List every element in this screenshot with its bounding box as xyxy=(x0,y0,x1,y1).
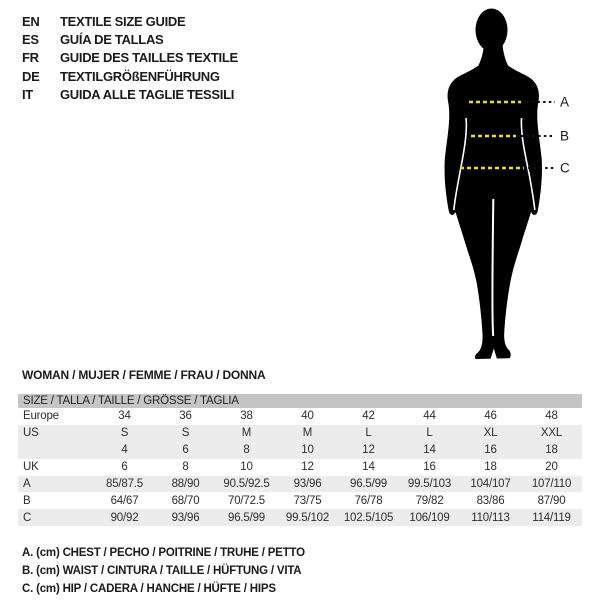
table-cell: S xyxy=(181,427,190,440)
table-cell: M xyxy=(302,427,313,440)
table-cell: 34 xyxy=(118,410,131,423)
table-cell: 85/87.5 xyxy=(106,478,143,490)
row-label xyxy=(18,442,94,459)
language-row xyxy=(22,68,238,86)
language-code: FR xyxy=(22,50,39,66)
table-cell: 88/90 xyxy=(171,478,200,490)
table-cell: 110/113 xyxy=(471,511,510,524)
size-table xyxy=(18,394,582,526)
table-row xyxy=(18,442,582,459)
size-table-grid xyxy=(18,408,582,526)
table-cell: 8 xyxy=(182,461,189,474)
legend-line: C. (cm) HIP / CADERA / HANCHE / HÜFTE / HIPS xyxy=(22,583,276,595)
table-cell: 16 xyxy=(484,444,497,457)
row-label: A xyxy=(23,478,31,490)
table-row xyxy=(18,476,582,493)
table-cell: 14 xyxy=(362,461,375,474)
table-cell: 10 xyxy=(301,444,314,457)
table-cell: 83/86 xyxy=(476,494,505,507)
table-cell: XL xyxy=(483,427,498,440)
row-label: US xyxy=(23,427,39,440)
legend-line: B. (cm) WAIST / CINTURA / TAILLE / HÜFTUNG / VITA xyxy=(22,565,302,577)
language-title: GUIDA ALLE TAGLIE TESSILI xyxy=(60,86,235,102)
language-list xyxy=(22,13,238,104)
table-cell: 87/90 xyxy=(537,494,566,507)
size-table-body xyxy=(18,408,582,526)
table-cell: 99.5/102 xyxy=(285,511,330,524)
legend-line: A. (cm) CHEST / PECHO / POITRINE / TRUHE / PETTO xyxy=(22,547,305,559)
measure-label-a: A xyxy=(560,94,570,110)
table-cell: 48 xyxy=(545,410,558,423)
language-code: ES xyxy=(22,32,39,48)
table-cell: 18 xyxy=(484,461,497,474)
table-cell: XXL xyxy=(540,427,563,440)
table-cell: 104/107 xyxy=(470,478,511,490)
table-cell: 102.5/105 xyxy=(343,511,394,524)
table-cell: 93/96 xyxy=(293,478,322,490)
table-cell: 20 xyxy=(545,461,558,474)
silhouette-leg-gap xyxy=(492,199,493,336)
table-cell: 106/109 xyxy=(409,511,450,524)
table-cell: L xyxy=(426,427,433,440)
row-label: B xyxy=(23,494,31,507)
table-cell: 18 xyxy=(545,444,558,457)
table-cell: 76/78 xyxy=(354,494,383,507)
table-cell: 6 xyxy=(121,461,128,474)
language-title: GUIDE DES TAILLES TEXTILE xyxy=(60,50,238,66)
row-label: UK xyxy=(23,461,39,474)
measure-label-c: C xyxy=(560,160,570,176)
table-row xyxy=(18,459,582,476)
language-code: EN xyxy=(22,14,40,29)
table-cell: S xyxy=(120,427,129,440)
language-title: TEXTILE SIZE GUIDE xyxy=(60,14,186,29)
table-cell: 16 xyxy=(423,461,436,474)
language-code: DE xyxy=(22,68,40,84)
section-title: WOMAN / MUJER / FEMME / FRAU / DONNA xyxy=(22,368,266,382)
table-cell: 79/82 xyxy=(415,494,444,507)
table-cell: 42 xyxy=(362,410,375,423)
table-cell: 46 xyxy=(484,410,497,423)
table-cell: 14 xyxy=(423,444,436,457)
table-cell: M xyxy=(241,427,252,440)
table-cell: 73/75 xyxy=(293,494,322,507)
table-row xyxy=(18,509,582,526)
language-code: IT xyxy=(22,86,33,102)
table-cell: 90/92 xyxy=(110,511,139,524)
silhouette-head xyxy=(476,9,508,52)
woman-silhouette-figure xyxy=(398,0,600,380)
table-cell: 90.5/92.5 xyxy=(223,478,270,490)
table-cell: 40 xyxy=(301,410,314,423)
table-cell: 44 xyxy=(423,410,436,423)
table-row xyxy=(18,425,582,442)
table-cell: 12 xyxy=(301,461,314,474)
size-table-header: SIZE / TALLA / TAILLE / GRÖSSE / TAGLIA xyxy=(18,394,582,408)
table-cell: 36 xyxy=(179,410,192,423)
table-cell: L xyxy=(365,427,372,440)
table-cell: 93/96 xyxy=(171,511,200,524)
language-row xyxy=(22,13,238,31)
table-cell: 99.5/103 xyxy=(407,478,452,490)
language-row xyxy=(22,49,238,67)
language-title: GUÍA DE TALLAS xyxy=(60,32,164,48)
table-cell: 114/119 xyxy=(532,511,571,524)
language-row xyxy=(22,31,238,49)
table-row xyxy=(18,492,582,509)
table-row xyxy=(18,408,582,425)
table-cell: 12 xyxy=(362,444,375,457)
table-cell: 107/110 xyxy=(531,478,572,490)
measure-label-b: B xyxy=(560,128,570,144)
table-cell: 10 xyxy=(240,461,253,474)
table-cell: 70/72.5 xyxy=(228,494,265,507)
table-cell: 96.5/99 xyxy=(228,511,265,524)
row-label: Europe xyxy=(23,410,59,423)
table-cell: 64/67 xyxy=(110,494,139,507)
table-cell: 6 xyxy=(182,444,189,457)
row-label: C xyxy=(23,511,32,524)
table-cell: 96.5/99 xyxy=(350,478,387,490)
measure-legend xyxy=(22,544,305,598)
silhouette-svg xyxy=(398,0,600,380)
language-title: TEXTILGRÖßENFÜHRUNG xyxy=(60,68,220,84)
table-cell: 38 xyxy=(240,410,253,423)
table-cell: 4 xyxy=(121,444,128,457)
table-cell: 68/70 xyxy=(171,494,200,507)
language-row xyxy=(22,86,238,104)
table-cell: 8 xyxy=(243,444,250,457)
